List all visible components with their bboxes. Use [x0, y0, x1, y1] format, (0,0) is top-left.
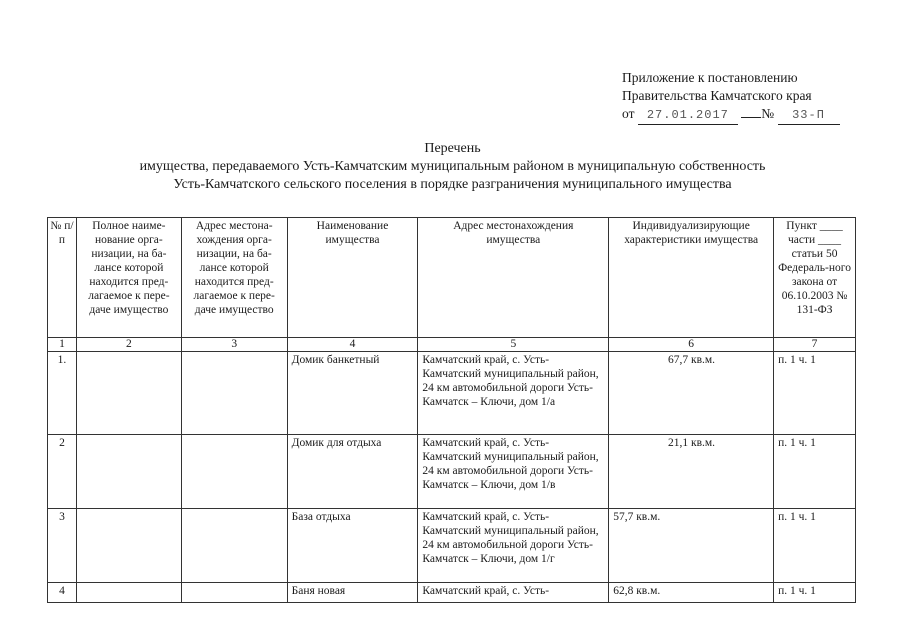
column-number-row: [48, 338, 856, 352]
header-property-name: Наименование имущества: [287, 218, 418, 338]
header-characteristics: Индивидуализирующие характеристики имущества: [609, 218, 774, 338]
row-property-name: Домик банкетный: [287, 352, 418, 435]
row-org-name: [76, 583, 181, 603]
property-table: [47, 217, 856, 603]
row-num: 3: [48, 509, 77, 583]
row-org-address: [181, 509, 287, 583]
colnum-3: 3: [181, 338, 287, 352]
date-value: 27.01.2017: [638, 106, 738, 125]
document-title: [0, 140, 905, 194]
table-row: [48, 509, 856, 583]
row-org-name: [76, 435, 181, 509]
row-property-address: Камчатский край, с. Усть-: [418, 583, 609, 603]
header-org-name: Полное наиме-нование орга-низации, на ба-лансе которой находится пред-лагаемое к пере-даче имущество: [76, 218, 181, 338]
colnum-2: 2: [76, 338, 181, 352]
row-org-address: [181, 583, 287, 603]
row-num: 2: [48, 435, 77, 509]
table-row: [48, 352, 856, 435]
row-property-address: Камчатский край, с. Усть-Камчатский муниципальный район, 24 км автомобильной дороги Усть-Камчатск – Ключи, дом 1/г: [418, 509, 609, 583]
row-characteristics: 67,7 кв.м.: [609, 352, 774, 435]
appendix-date-line: [622, 105, 840, 125]
row-num: 1.: [48, 352, 77, 435]
row-org-address: [181, 352, 287, 435]
number-value: 33-П: [778, 106, 840, 125]
appendix-line-2: Правительства Камчатского края: [622, 88, 812, 103]
row-property-name: База отдыха: [287, 509, 418, 583]
header-num: № п/п: [48, 218, 77, 338]
row-characteristics: 57,7 кв.м.: [609, 509, 774, 583]
row-property-name: Домик для отдыха: [287, 435, 418, 509]
colnum-4: 4: [287, 338, 418, 352]
colnum-1: 1: [48, 338, 77, 352]
colnum-5: 5: [418, 338, 609, 352]
row-clause: п. 1 ч. 1: [774, 509, 856, 583]
date-underline-gap: [741, 117, 761, 118]
row-characteristics: 62,8 кв.м.: [609, 583, 774, 603]
date-prefix: от: [622, 106, 635, 121]
row-num: 4: [48, 583, 77, 603]
row-characteristics: 21,1 кв.м.: [609, 435, 774, 509]
header-property-address: Адрес местонахождения имущества: [418, 218, 609, 338]
row-org-address: [181, 435, 287, 509]
row-property-address: Камчатский край, с. Усть-Камчатский муниципальный район, 24 км автомобильной дороги Усть-Камчатск – Ключи, дом 1/а: [418, 352, 609, 435]
row-org-name: [76, 352, 181, 435]
title-line-1: Перечень: [424, 141, 481, 156]
colnum-7: 7: [774, 338, 856, 352]
row-clause: п. 1 ч. 1: [774, 583, 856, 603]
number-prefix: №: [761, 106, 775, 121]
title-line-2: имущества, передаваемого Усть-Камчатским муниципальным районом в муниципальную собственность: [139, 159, 766, 174]
row-property-name: Баня новая: [287, 583, 418, 603]
row-org-name: [76, 509, 181, 583]
colnum-6: 6: [609, 338, 774, 352]
title-line-3: Усть-Камчатского сельского поселения в порядке разграничения муниципального имущества: [173, 177, 732, 192]
row-clause: п. 1 ч. 1: [774, 352, 856, 435]
table-row: [48, 435, 856, 509]
row-property-address: Камчатский край, с. Усть-Камчатский муниципальный район, 24 км автомобильной дороги Усть-Камчатск – Ключи, дом 1/в: [418, 435, 609, 509]
appendix-block: [622, 69, 840, 125]
table-header-row: [48, 218, 856, 338]
header-org-address: Адрес местона-хождения орга-низации, на ба-лансе которой находится пред-лагаемое к пере-даче имущество: [181, 218, 287, 338]
appendix-line-1: Приложение к постановлению: [622, 70, 798, 85]
row-clause: п. 1 ч. 1: [774, 435, 856, 509]
header-clause: Пункт ____ части ____ статьи 50 Федераль-ного закона от 06.10.2003 № 131-ФЗ: [774, 218, 856, 338]
table-row: [48, 583, 856, 603]
